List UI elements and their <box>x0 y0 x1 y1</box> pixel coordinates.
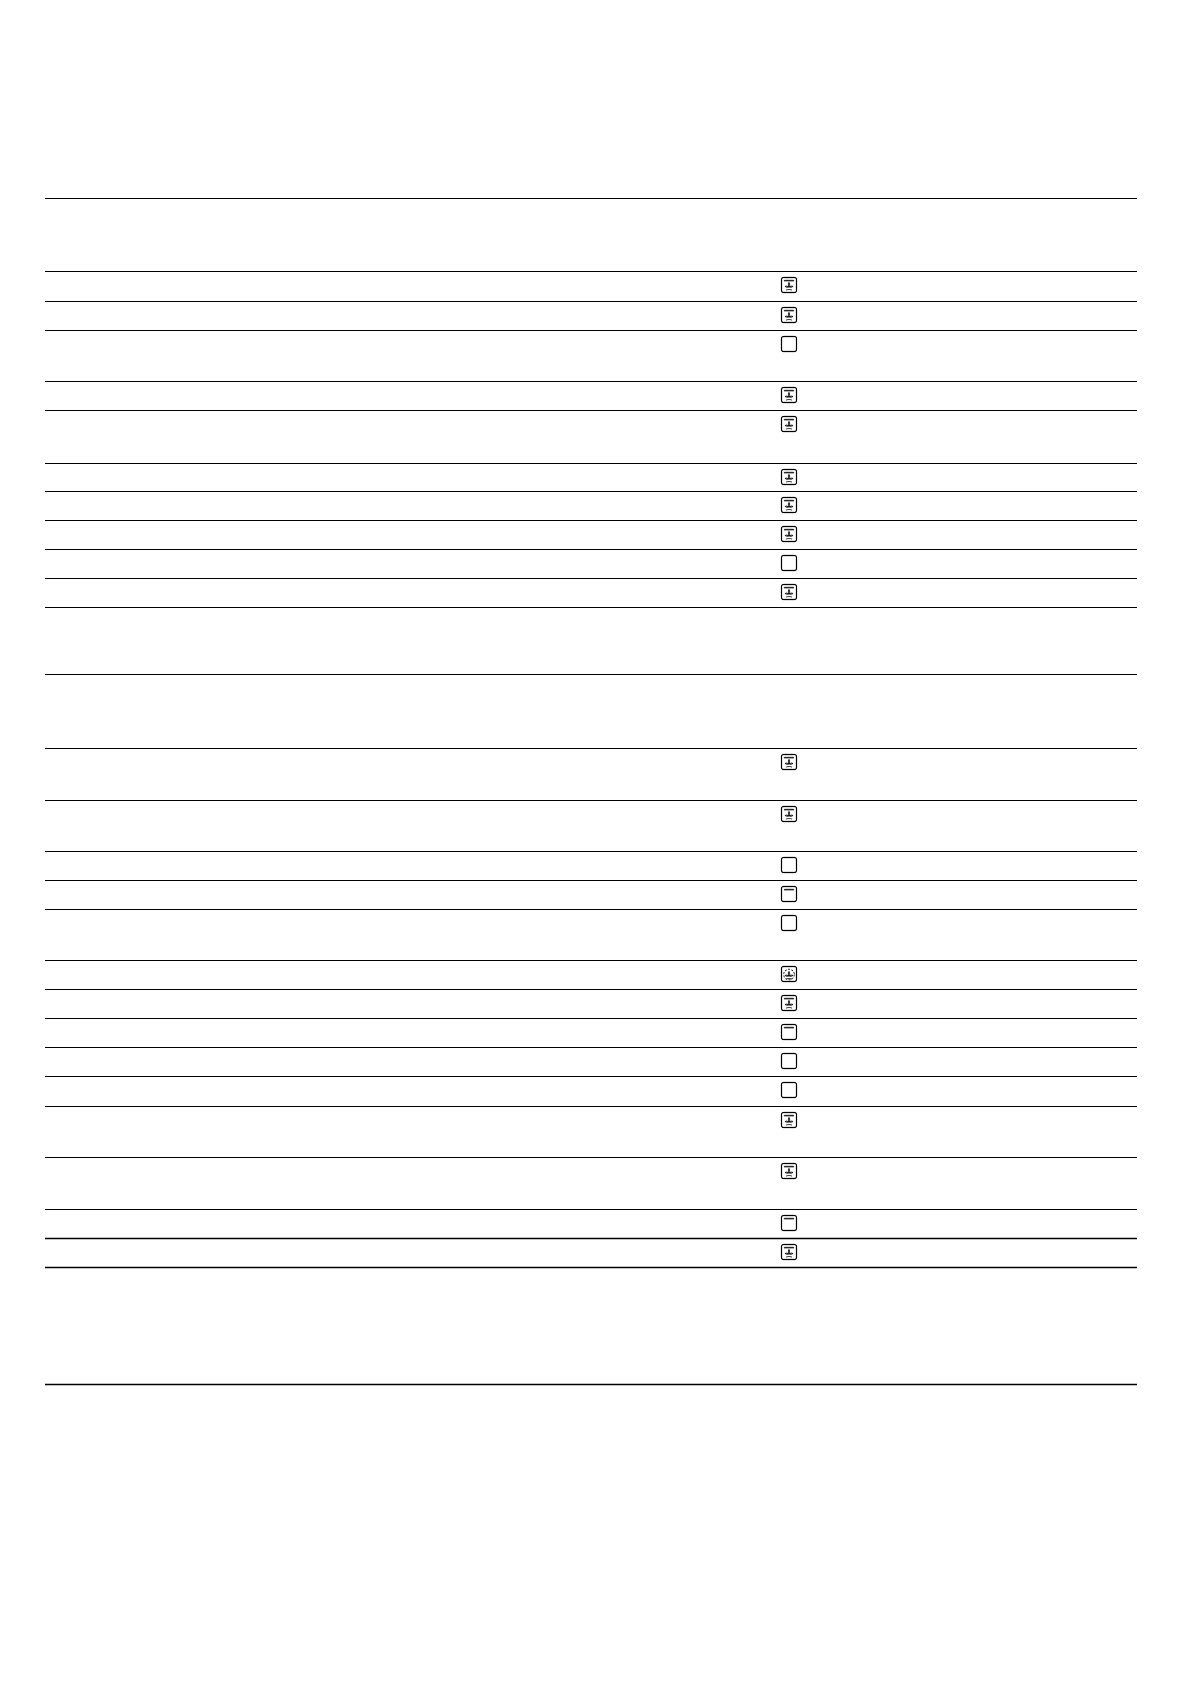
oven-fan-top-heat-icon <box>780 415 798 433</box>
oven-fan-top-heat-icon <box>780 753 798 771</box>
oven-fan-top-heat-icon <box>780 525 798 543</box>
oven-fan-top-heat-icon <box>780 805 798 823</box>
oven-fan-top-heat-icon <box>780 1111 798 1129</box>
oven-fan-top-heat-icon <box>780 306 798 324</box>
oven-top-heat-icon <box>780 885 798 903</box>
oven-conventional-icon <box>780 554 798 572</box>
oven-fan-top-heat-icon <box>780 468 798 486</box>
oven-top-heat-icon <box>780 1023 798 1041</box>
oven-conventional-icon <box>780 1081 798 1099</box>
oven-fan-top-heat-icon <box>780 994 798 1012</box>
oven-fan-top-heat-icon <box>780 496 798 514</box>
oven-fan-top-heat-icon <box>780 276 798 294</box>
oven-conventional-icon <box>780 335 798 353</box>
oven-fan-top-heat-icon <box>780 583 798 601</box>
oven-top-heat-icon <box>780 1214 798 1232</box>
oven-fan-top-heat-icon <box>780 1162 798 1180</box>
oven-conventional-icon <box>780 914 798 932</box>
oven-hot-air-icon <box>780 965 798 983</box>
oven-conventional-icon <box>780 856 798 874</box>
oven-conventional-icon <box>780 1052 798 1070</box>
oven-fan-top-heat-icon <box>780 1243 798 1261</box>
oven-fan-top-heat-icon <box>780 386 798 404</box>
